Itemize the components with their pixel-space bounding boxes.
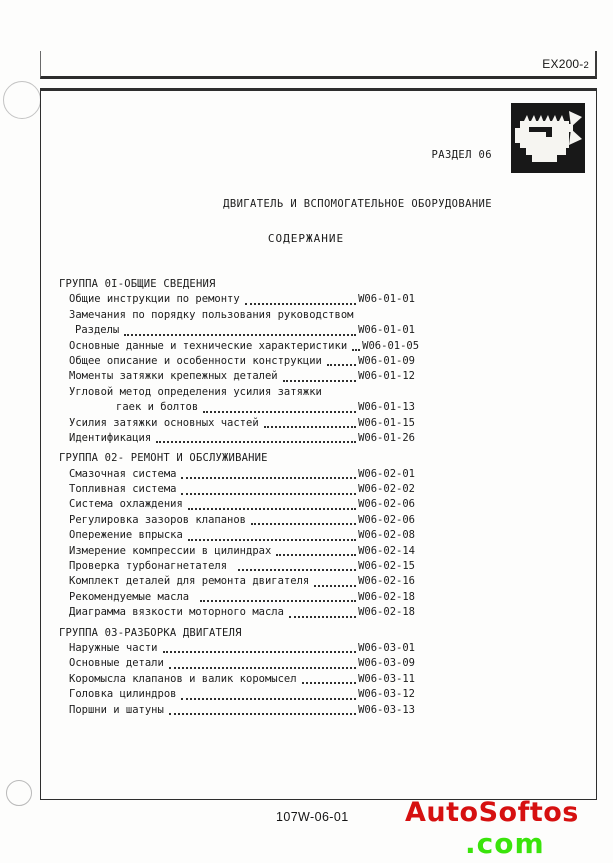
engine-icon: [511, 103, 585, 173]
toc-item-code: W06-02-14: [358, 544, 415, 557]
toc-item-code: W06-02-16: [358, 575, 415, 588]
toc-row: [59, 482, 415, 497]
toc-dot-leader: [163, 651, 357, 653]
toc-row: [59, 672, 415, 687]
toc-row: [59, 703, 415, 718]
toc-group: [59, 451, 415, 620]
toc-dot-leader: [352, 349, 360, 351]
toc-item-title: Поршни и шатуны: [69, 703, 164, 716]
toc-item-code: W06-01-01: [358, 293, 415, 306]
model-label-main: EX200-: [542, 57, 584, 71]
toc-item-title: Комплект деталей для ремонта двигателя: [69, 575, 310, 588]
toc-row: [59, 369, 415, 384]
toc-item-code: W06-01-05: [362, 339, 420, 352]
toc-group: [59, 277, 420, 446]
toc-row: [59, 467, 415, 482]
toc-item-title: Головка цилиндров: [69, 688, 177, 701]
toc-item-title: Общее описание и особенности конструкции: [69, 354, 322, 367]
toc-item-title: Диаграмма вязкости моторного масла: [69, 606, 284, 619]
toc-dot-leader: [264, 426, 356, 428]
toc-item-title: Идентификация: [69, 431, 152, 444]
toc-item-title: Смазочная система: [69, 467, 177, 480]
toc-item-title: Измерение компрессии в цилиндрах: [69, 544, 272, 557]
toc-group-heading: ГРУППА 03-РАЗБОРКА ДВИГАТЕЛЯ: [59, 626, 242, 639]
toc-row: [59, 559, 415, 574]
toc-row: [59, 308, 415, 323]
toc-dot-leader: [302, 682, 357, 684]
toc-dot-leader: [200, 600, 356, 602]
toc-dot-leader: [169, 713, 356, 715]
toc-row: [59, 323, 415, 338]
header-strip: [40, 51, 597, 79]
toc-item-code: W06-03-12: [358, 688, 415, 701]
footer-page-code: 107W-06-01: [276, 810, 349, 824]
contents-heading: СОДЕРЖАНИЕ: [267, 232, 345, 245]
table-of-contents: [59, 277, 420, 718]
toc-item-title: Топливная система: [69, 483, 177, 496]
toc-item-code: W06-01-12: [358, 370, 415, 383]
toc-item-code: W06-02-18: [358, 590, 415, 603]
toc-row: [59, 416, 415, 431]
toc-item-title: Моменты затяжки крепежных деталей: [69, 370, 278, 383]
toc-item-title: Общие инструкции по ремонту: [69, 293, 240, 306]
content-box: [40, 88, 597, 800]
toc-item-title: Основные детали: [69, 657, 164, 670]
toc-row: [59, 400, 415, 415]
toc-row: [59, 641, 415, 656]
toc-dot-leader: [188, 539, 356, 541]
toc-item-title: Угловой метод определения усилия затяжки: [69, 385, 322, 398]
toc-row: [59, 544, 415, 559]
toc-dot-leader: [181, 477, 356, 479]
toc-item-code: W06-02-06: [358, 498, 415, 511]
toc-dot-leader: [188, 508, 356, 510]
toc-item-code: W06-03-09: [358, 657, 415, 670]
toc-dot-leader: [276, 554, 356, 556]
toc-item-title: Опережение впрыска: [69, 529, 183, 542]
toc-item-title: Рекомендуемые масла: [69, 590, 196, 603]
watermark-line2: .com: [465, 827, 545, 860]
toc-item-code: W06-02-18: [358, 606, 415, 619]
toc-row: [59, 656, 415, 671]
toc-group-heading: ГРУППА 0I-ОБЩИЕ СВЕДЕНИЯ: [59, 278, 216, 290]
toc-item-title: Наружные части: [69, 642, 158, 655]
toc-row: [59, 354, 415, 369]
toc-dot-leader: [289, 616, 356, 618]
toc-item-code: W06-03-13: [358, 703, 415, 716]
punch-hole-top: [3, 81, 41, 119]
toc-item-code: W06-01-09: [358, 354, 415, 367]
toc-item-code: W06-02-15: [358, 560, 415, 573]
toc-row: [59, 687, 415, 702]
toc-dot-leader: [156, 441, 356, 443]
toc-dot-leader: [238, 569, 356, 571]
toc-item-title: Система охлаждения: [69, 498, 183, 511]
toc-row: [59, 605, 415, 620]
toc-row: [59, 574, 415, 589]
model-label: [542, 57, 589, 71]
toc-item-code: W06-03-01: [358, 642, 415, 655]
toc-dot-leader: [169, 667, 356, 669]
toc-row: [59, 431, 415, 446]
section-label: РАЗДЕЛ 06: [431, 149, 492, 161]
toc-dot-leader: [124, 334, 356, 336]
toc-dot-leader: [251, 523, 356, 525]
section-title: ДВИГАТЕЛЬ И ВСПОМОГАТЕЛЬНОЕ ОБОРУДОВАНИЕ: [223, 198, 492, 210]
toc-dot-leader: [283, 380, 356, 382]
toc-item-title: Основные данные и технические характеристики: [69, 339, 348, 352]
toc-item-code: W06-02-08: [358, 529, 415, 542]
toc-row: [59, 590, 415, 605]
toc-row: [59, 513, 415, 528]
toc-item-title: Регулировка зазоров клапанов: [69, 513, 247, 526]
model-label-suffix: 2: [583, 60, 589, 71]
toc-item-code: W06-03-11: [358, 672, 415, 685]
toc-group: [59, 626, 415, 718]
punch-hole-bottom: [6, 780, 32, 806]
watermark-line1: AutoSoftos: [405, 797, 579, 828]
toc-item-title: Замечания по порядку пользования руководством: [69, 308, 354, 321]
toc-item-code: W06-02-02: [358, 483, 415, 496]
toc-group-heading: ГРУППА 02- РЕМОНТ И ОБСЛУЖИВАНИЕ: [59, 452, 268, 465]
toc-row: [59, 498, 415, 513]
toc-row: [59, 385, 415, 400]
toc-dot-leader: [181, 493, 356, 495]
toc-item-title: Коромысла клапанов и валик коромысел: [69, 672, 297, 685]
toc-dot-leader: [181, 698, 356, 700]
toc-dot-leader: [245, 303, 356, 305]
toc-dot-leader: [327, 364, 356, 366]
toc-item-title: Проверка турбонагнетателя: [69, 560, 234, 573]
toc-item-title: Усилия затяжки основных частей: [69, 416, 259, 429]
toc-item-code: W06-01-15: [358, 416, 415, 429]
toc-item-code: W06-01-13: [358, 401, 415, 414]
toc-item-code: W06-01-01: [358, 324, 415, 337]
toc-item-code: W06-02-01: [358, 467, 415, 480]
toc-row: [59, 528, 415, 543]
toc-item-code: W06-02-06: [358, 513, 415, 526]
section-header: [223, 124, 492, 235]
toc-item-title: Разделы: [75, 324, 120, 337]
toc-item-code: W06-01-26: [358, 431, 415, 444]
toc-item-title: гаек и болтов: [116, 401, 199, 414]
toc-row: [59, 292, 415, 307]
toc-dot-leader: [203, 411, 356, 413]
toc-row: [59, 339, 420, 354]
toc-dot-leader: [314, 585, 356, 587]
